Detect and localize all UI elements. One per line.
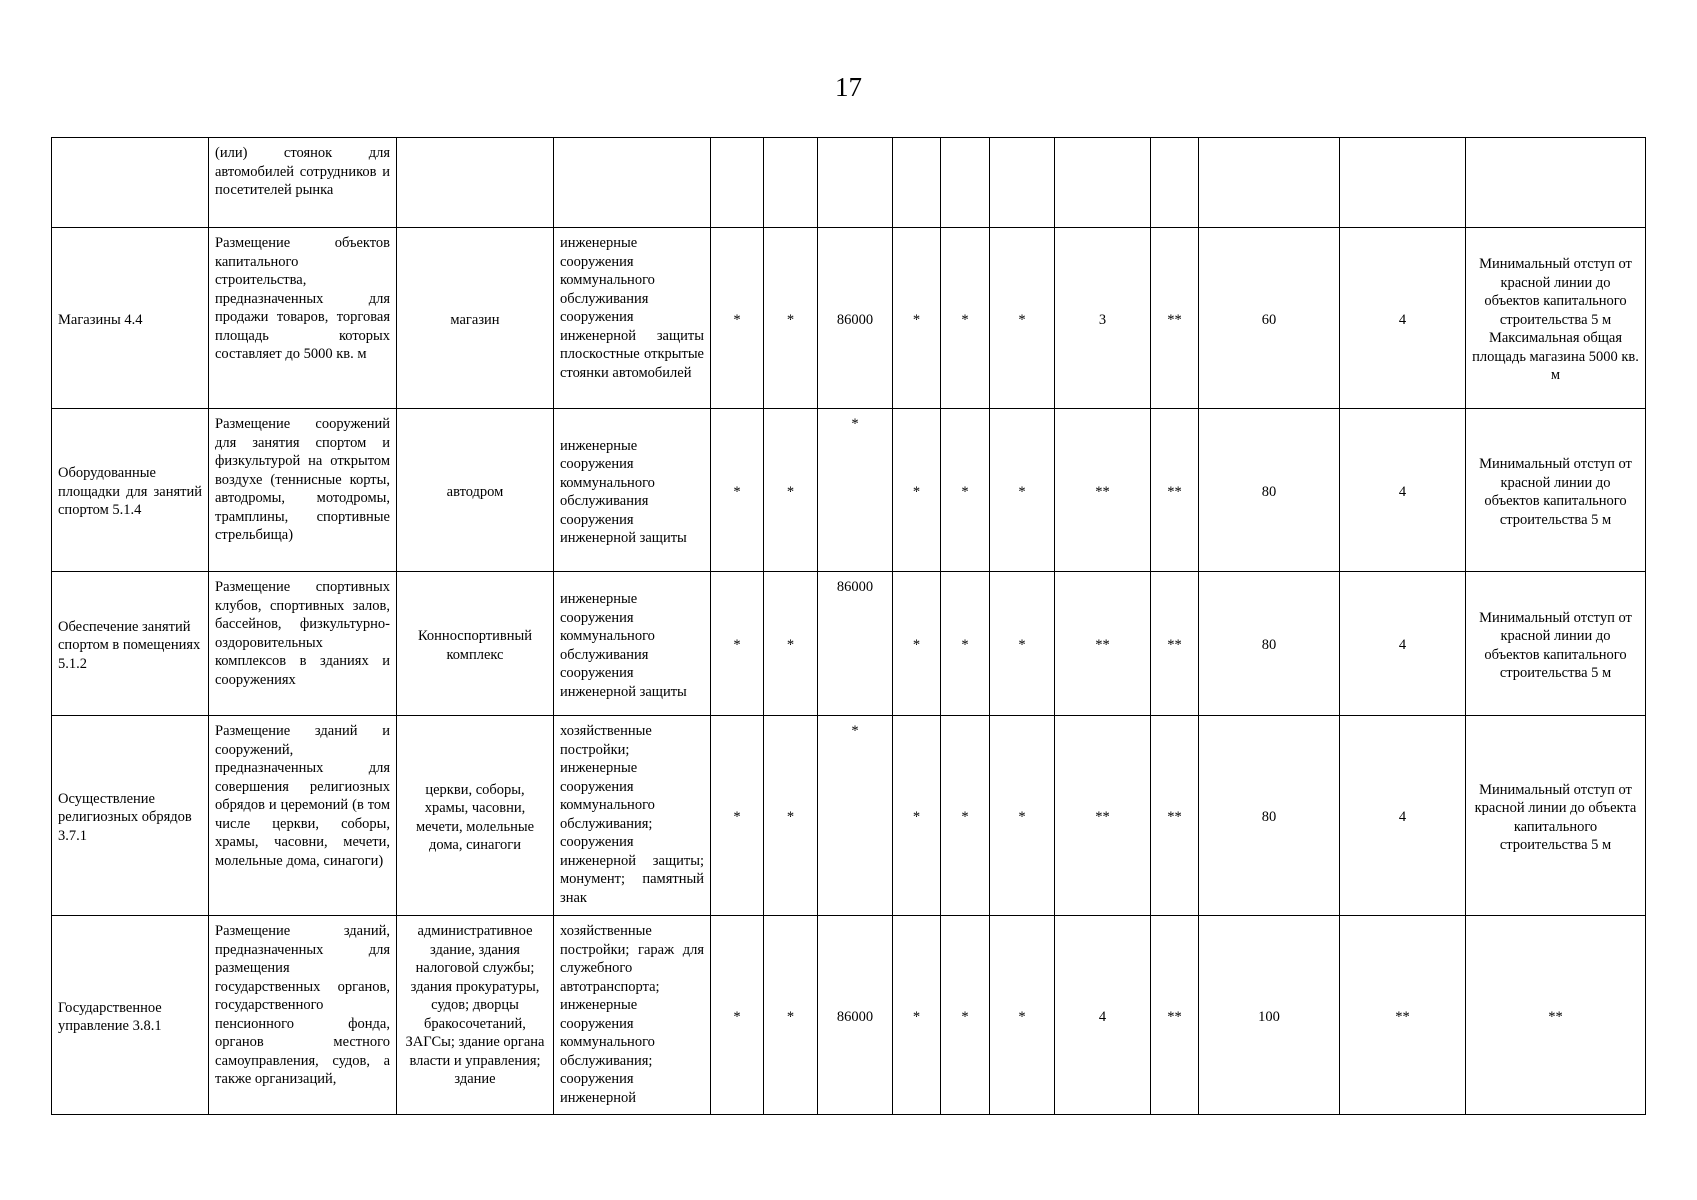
use-name-cell [52, 138, 209, 228]
main-use-cell: административное здание, здания налоговой службы; здания прокуратуры, судов; дворцы бракосочетаний, ЗАГСы; здание органа власти и управления; здание [397, 916, 554, 1115]
notes-cell: Минимальный отступ от красной линии до объектов капитального строительства 5 м [1466, 409, 1646, 572]
param-cell: * [893, 228, 941, 409]
param-cell: 80 [1199, 572, 1340, 716]
param-cell: * [764, 572, 818, 716]
param-cell: * [711, 228, 764, 409]
param-cell [1151, 138, 1199, 228]
param-cell: 60 [1199, 228, 1340, 409]
param-cell: * [990, 572, 1055, 716]
use-description-cell: (или) стоянок для автомобилей сотрудников и посетителей рынка [209, 138, 397, 228]
param-cell: * [990, 409, 1055, 572]
param-cell [1340, 138, 1466, 228]
notes-cell: ** [1466, 916, 1646, 1115]
param-cell: * [711, 916, 764, 1115]
table-row [52, 572, 1646, 716]
param-cell: * [941, 572, 990, 716]
param-cell: ** [1340, 916, 1466, 1115]
param-cell: * [893, 572, 941, 716]
param-cell: 3 [1055, 228, 1151, 409]
param-cell: ** [1151, 716, 1199, 916]
param-cell: ** [1151, 916, 1199, 1115]
param-cell [1055, 138, 1151, 228]
main-use-cell: Конноспортивный комплекс [397, 572, 554, 716]
use-name-cell: Обеспечение занятий спортом в помещениях 5.1.2 [52, 572, 209, 716]
page-number: 17 [835, 72, 862, 102]
regulations-table [51, 137, 1646, 1115]
param-cell: 4 [1340, 228, 1466, 409]
main-use-cell: магазин [397, 228, 554, 409]
param-cell [764, 138, 818, 228]
param-cell: ** [1151, 409, 1199, 572]
param-cell: 80 [1199, 716, 1340, 916]
table-row [52, 228, 1646, 409]
notes-cell: Минимальный отступ от красной линии до объектов капитального строительства 5 м [1466, 572, 1646, 716]
param-cell: * [764, 409, 818, 572]
param-cell [818, 138, 893, 228]
param-cell [990, 138, 1055, 228]
param-cell: * [711, 716, 764, 916]
table-row [52, 716, 1646, 916]
param-cell: * [764, 916, 818, 1115]
param-cell: * [711, 572, 764, 716]
param-cell: * [990, 916, 1055, 1115]
auxiliary-use-cell: хозяйственные постройки; гараж для служебного автотранспорта; инженерные сооружения коммунального обслуживания; сооружения инженерной [554, 916, 711, 1115]
auxiliary-use-cell: инженерные сооружения коммунального обслуживания сооружения инженерной защиты плоскостные открытые стоянки автомобилей [554, 228, 711, 409]
param-cell: * [941, 916, 990, 1115]
param-cell: * [764, 228, 818, 409]
param-cell: * [711, 409, 764, 572]
table-row [52, 409, 1646, 572]
param-cell: * [990, 716, 1055, 916]
param-cell: 4 [1340, 409, 1466, 572]
param-cell: 80 [1199, 409, 1340, 572]
param-cell: * [941, 228, 990, 409]
main-use-cell: церкви, соборы, храмы, часовни, мечети, молельные дома, синагоги [397, 716, 554, 916]
param-cell: * [893, 716, 941, 916]
main-use-cell: автодром [397, 409, 554, 572]
param-cell: 4 [1340, 716, 1466, 916]
param-cell: 86000 [818, 916, 893, 1115]
use-description-cell: Размещение зданий и сооружений, предназначенных для совершения религиозных обрядов и церемоний (в том числе церкви, соборы, храмы, часовни, мечети, молельные дома, синагоги) [209, 716, 397, 916]
param-cell: ** [1151, 228, 1199, 409]
param-cell: 86000 [818, 572, 893, 716]
notes-cell: Минимальный отступ от красной линии до объекта капитального строительства 5 м [1466, 716, 1646, 916]
use-name-cell: Государственное управление 3.8.1 [52, 916, 209, 1115]
use-name-cell: Магазины 4.4 [52, 228, 209, 409]
auxiliary-use-cell: инженерные сооружения коммунального обслуживания сооружения инженерной защиты [554, 409, 711, 572]
use-description-cell: Размещение объектов капитального строительства, предназначенных для продажи товаров, торговая площадь которых составляет до 5000 кв. м [209, 228, 397, 409]
use-name-cell: Оборудованные площадки для занятий спортом 5.1.4 [52, 409, 209, 572]
param-cell [941, 138, 990, 228]
param-cell: ** [1055, 409, 1151, 572]
main-use-cell [397, 138, 554, 228]
param-cell: * [941, 409, 990, 572]
param-cell: 86000 [818, 228, 893, 409]
auxiliary-use-cell: хозяйственные постройки; инженерные сооружения коммунального обслуживания; сооружения инженерной защиты; монумент; памятный знак [554, 716, 711, 916]
auxiliary-use-cell: инженерные сооружения коммунального обслуживания сооружения инженерной защиты [554, 572, 711, 716]
param-cell: * [818, 716, 893, 916]
use-description-cell: Размещение сооружений для занятия спортом и физкультурой на открытом воздухе (теннисные корты, автодромы, мотодромы, трамплины, спортивные стрельбища) [209, 409, 397, 572]
use-description-cell: Размещение спортивных клубов, спортивных залов, бассейнов, физкультурно-оздоровительных комплексов в зданиях и сооружениях [209, 572, 397, 716]
param-cell: * [893, 409, 941, 572]
param-cell: * [990, 228, 1055, 409]
param-cell: ** [1055, 716, 1151, 916]
param-cell: 4 [1055, 916, 1151, 1115]
param-cell: * [893, 916, 941, 1115]
notes-cell [1466, 138, 1646, 228]
param-cell: ** [1151, 572, 1199, 716]
use-description-cell: Размещение зданий, предназначенных для размещения государственных органов, государственного пенсионного фонда, органов местного самоуправления, судов, а также организаций, [209, 916, 397, 1115]
param-cell: 4 [1340, 572, 1466, 716]
notes-cell: Минимальный отступ от красной линии до объектов капитального строительства 5 м Максимальная общая площадь магазина 5000 кв. м [1466, 228, 1646, 409]
table-row [52, 138, 1646, 228]
param-cell: 100 [1199, 916, 1340, 1115]
param-cell: * [941, 716, 990, 916]
param-cell: * [818, 409, 893, 572]
param-cell [893, 138, 941, 228]
param-cell [1199, 138, 1340, 228]
param-cell: * [764, 716, 818, 916]
param-cell: ** [1055, 572, 1151, 716]
param-cell [711, 138, 764, 228]
auxiliary-use-cell [554, 138, 711, 228]
table-row [52, 916, 1646, 1115]
use-name-cell: Осуществление религиозных обрядов 3.7.1 [52, 716, 209, 916]
